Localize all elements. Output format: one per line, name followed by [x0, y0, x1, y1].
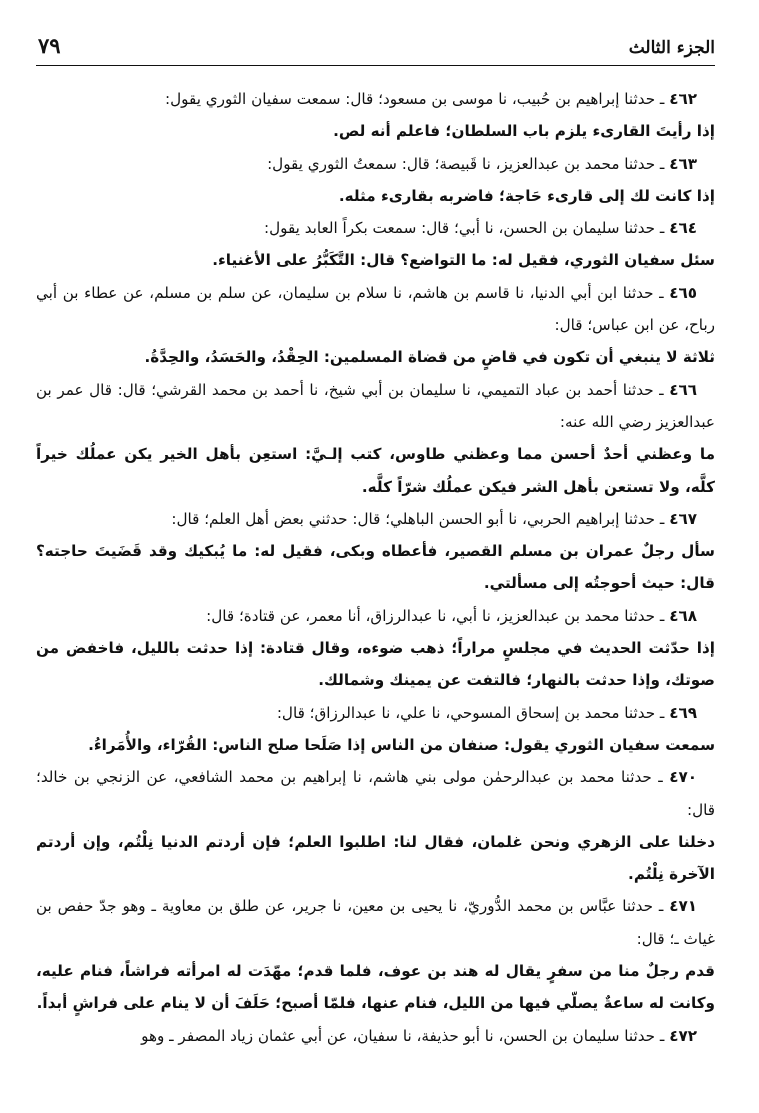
hadith-isnad — [36, 212, 715, 244]
hadith-number: ٤٦٥ — [669, 283, 697, 302]
hadith-isnad — [36, 83, 715, 115]
hadith-number: ٤٦٧ — [669, 509, 697, 528]
hadith-matn: سئل سفيان الثوري، فقيل له: ما التواضع؟ قال: التَّكَبُّرُ على الأغنياء. — [212, 251, 715, 270]
isnad-text: ـ حدثنا سليمان بن الحسن، نا أبي؛ قال: سمعت بكراً العابد يقول: — [263, 219, 670, 238]
page-number: ٧٩ — [38, 33, 61, 58]
running-head — [38, 28, 715, 58]
hadith-isnad — [36, 761, 715, 826]
isnad-text: ـ حدثنا محمد بن عبدالعزيز، نا أبي، نا عبدالرزاق، أنا معمر، عن قتادة؛ قال: — [206, 606, 670, 625]
hadith-number: ٤٦٤ — [669, 219, 697, 238]
isnad-text: ـ حدثنا أحمد بن عباد التميمي، نا سليمان بن أبي شيخ، نا أحمد بن محمد القرشي؛ قال: قال عمر بن عبدالعزيز رضي الله عنه: — [36, 380, 715, 431]
hadith-number: ٤٦٦ — [669, 380, 697, 399]
hadith-matn: قدم رجلٌ منا من سفرٍ يقال له هند بن عوف، فلما قدم؛ مهّدَت له امرأته فراشاً، فنام عليه، وكانت له ساعةٌ يصلّي فيها من الليل، فنام عنها، فلمّا أصبح؛ حَلَفَ أن لا ينام على فراشٍ أبداً. — [36, 962, 715, 1013]
hadith-isnad — [36, 890, 715, 955]
isnad-text: ـ حدثنا إبراهيم الحربي، نا أبو الحسن الباهلي؛ قال: حدثني بعض أهل العلم؛ قال: — [171, 509, 670, 528]
hadith-matn: إذا رأيتَ القارىء يلزم باب السلطان؛ فاعلم أنه لص. — [333, 122, 715, 141]
hadith-isnad — [36, 1020, 715, 1052]
hadith-number: ٤٦٢ — [669, 90, 697, 108]
isnad-text: ـ حدثنا سليمان بن الحسن، نا أبو حذيفة، نا سفيان، عن أبي عثمان زياد المصفر ـ وهو — [141, 1026, 670, 1045]
hadith-isnad — [36, 148, 715, 180]
isnad-text: ـ حدثنا محمد بن عبدالرحمٰن مولى بني هاشم، نا إبراهيم بن محمد الشافعي، عن الزنجي بن خالد؛ قال: — [36, 768, 715, 819]
hadith-isnad — [36, 374, 715, 439]
hadith-matn: سأل رجلٌ عمران بن مسلم القصير، فأعطاه وبكى، فقيل له: ما يُبكيك وقد قَضَيتَ حاجته؟ قال: حيث أحوجتُه إلى مسألتي. — [36, 542, 715, 593]
hadith-number: ٤٧١ — [669, 897, 697, 916]
hadith-number: ٤٧٠ — [669, 768, 697, 787]
hadith-number: ٤٦٩ — [669, 703, 697, 722]
hadith-isnad — [36, 697, 715, 729]
hadith-matn: ما وعظني أحدٌ أحسن مما وعظني طاوس، كتب إلـيَّ: استعِن بأهل الخير يكن عملُك خيراً كلَّه، ولا تستعن بأهل الشر فيكن عملُك شرّاً كلَّه. — [36, 445, 715, 496]
hadith-number: ٤٧٢ — [669, 1026, 697, 1045]
hadith-matn: إذا حدّثت الحديث في مجلسٍ مراراً؛ ذهب ضوءه، وقال قتادة: إذا حدثت بالليل، فاخفض من صوتك، وإذا حدثت بالنهار؛ فالتفت عن يمينك وشمالك. — [36, 639, 715, 690]
hadith-matn: ثلاثة لا ينبغي أن تكون في قاضٍ من قضاة المسلمين: الحِقْدُ، والحَسَدُ، والحِدَّةُ. — [144, 348, 715, 367]
isnad-text: ـ حدثنا محمد بن إسحاق المسوحي، نا علي، نا عبدالرزاق؛ قال: — [276, 703, 670, 722]
hadith-matn: إذا كانت لك إلى قارىء حَاجة؛ فاضربه بقارىء مثله. — [338, 186, 715, 205]
volume-title: الجزء الثالث — [628, 38, 715, 58]
hadith-matn: سمعت سفيان الثوري يقول: صنفان من الناس إذا صَلَحا صلح الناس: القُرّاء، والأُمَراءُ. — [88, 735, 715, 754]
isnad-text: ـ حدثنا إبراهيم بن حُبيب، نا موسى بن مسعود؛ قال: سمعت سفيان الثوري يقول: — [165, 90, 670, 108]
hadith-isnad — [36, 600, 715, 632]
hadith-number: ٤٦٨ — [669, 606, 697, 625]
isnad-text: ـ حدثنا ابن أبي الدنيا، نا قاسم بن هاشم، نا سلام بن سليمان، عن سلم بن مسلم، عن عطاء بن أبي رباح، عن ابن عباس؛ قال: — [36, 283, 715, 335]
hadith-isnad — [36, 277, 715, 342]
isnad-text: ـ حدثنا عبَّاس بن محمد الدُّوريّ، نا يحيى بن معين، نا جرير، عن طلق بن معاوية ـ وهو جدّ حفص بن غياث ـ؛ قال: — [36, 897, 715, 948]
hadith-number: ٤٦٣ — [669, 154, 697, 173]
header-rule — [36, 65, 715, 66]
hadith-isnad — [36, 503, 715, 535]
hadith-matn: دخلنا على الزهري ونحن غلمان، فقال لنا: اطلبوا العلم؛ فإن أردتم الدنيا نِلْتُم، وإن أردتم الآخرة نِلْتُم. — [36, 832, 715, 884]
page-body — [36, 83, 715, 1052]
isnad-text: ـ حدثنا محمد بن عبدالعزيز، نا قَبيصة؛ قال: سمعتُ الثوري يقول: — [267, 154, 670, 173]
